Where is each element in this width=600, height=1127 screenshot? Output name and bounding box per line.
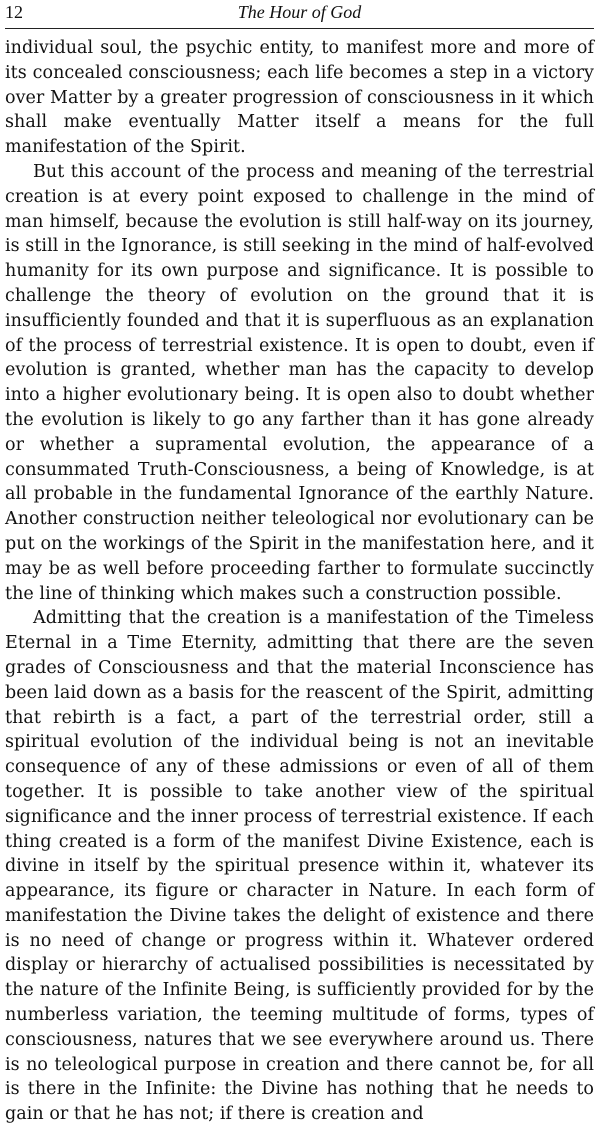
page-number: 12 — [5, 2, 23, 22]
running-header — [5, 0, 594, 29]
paragraph: Admitting that the creation is a manifestation of the Timeless Eternal in a Time Eternity, admitting that there are the seven grades of Consciousness and that the material Inconscience has been laid down as a basis for the reascent of the Spirit, admitting that rebirth is a fact, a part of the terrestrial order, still a spiritual evolution of the individual being is not an inevitable consequence of any of these admissions or even of all of them together. It is possible to take another view of the spiritual significance and the inner process of terrestrial existence. If each thing created is a form of the manifest Divine Existence, each is divine in itself by the spiritual presence within it, whatever its appearance, its figure or character in Nature. In each form of manifestation the Divine takes the delight of existence and there is no need of change or progress within it. Whatever ordered display or hierarchy of actualised possibilities is necessitated by the nature of the Infinite Being, is sufficiently provided for by the numberless variation, the teeming multitude of forms, types of consciousness, natures that we see everywhere around us. There is no teleological purpose in creation and there cannot be, for all is there in the Infinite: the Divine has nothing that he needs to gain or that he has not; if there is creation and — [5, 608, 594, 1125]
paragraph: But this account of the process and meaning of the terrestrial creation is at every point exposed to challenge in the mind of man himself, because the evolution is still half-way on its journey, is still in the Ignorance, is still seeking in the mind of half-evolved humanity for its own purpose and significance. It is possible to challenge the theory of evolution on the ground that it is insufficiently founded and that it is superfluous as an explanation of the process of terrestrial existence. It is open to doubt, even if evolution is granted, whether man has the capacity to develop into a higher evolutionary being. It is open also to doubt whether the evolution is likely to go any farther than it has gone already or whether a supramental evolution, the appearance of a consummated Truth-Consciousness, a being of Knowledge, is at all probable in the fundamental Ignorance of the earthly Nature. Another construction neither teleological nor evolutionary can be put on the workings of the Spirit in the manifestation here, and it may be as well before proceeding farther to formulate succinctly the line of thinking which makes such a construction possible. — [5, 161, 594, 604]
paragraph-continued: individual soul, the psychic entity, to manifest more and more of its concealed consciousness; each life becomes a step in a victory over Matter by a greater progression of consciousness in it which shall make eventually Matter itself a means for the full manifestation of the Spirit. — [5, 38, 594, 158]
running-title: The Hour of God — [237, 2, 362, 22]
body-text — [5, 36, 594, 1127]
